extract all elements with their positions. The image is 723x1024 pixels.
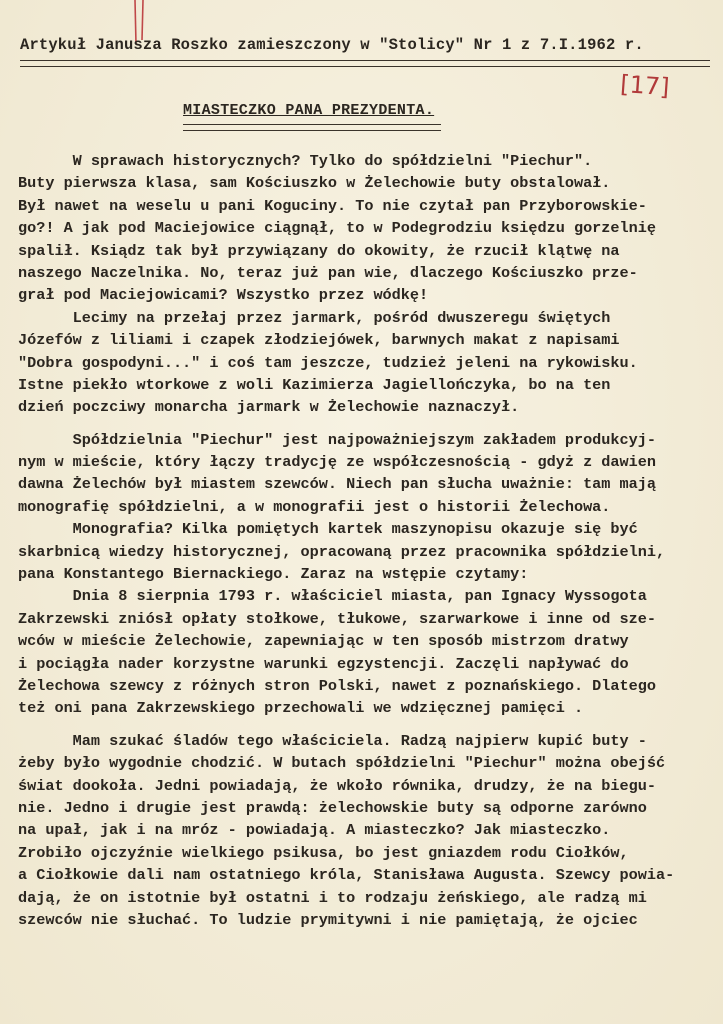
text-line: spalił. Ksiądz tak był przywiązany do okowity, że rzucił klątwę na [18, 241, 620, 260]
title-double-rule [183, 124, 441, 131]
text-line: nym w mieście, który łączy tradycję ze współczesnością - gdyż z dawien [18, 453, 656, 472]
text-line: wców w mieście Żelechowie, zapewniając w ten sposób mistrzom dratwy [18, 632, 629, 651]
text-line: monografię spółdzielni, a w monografii jest o historii Żelechowa. [18, 497, 611, 516]
article-title: MIASTECZKO PANA PREZYDENTA. [183, 102, 435, 119]
paragraph-gap [18, 419, 710, 429]
text-line: Mam szukać śladów tego właściciela. Radzą najpierw kupić buty - [18, 731, 647, 750]
text-line: dawna Żelechów był miastem szewców. Niech pan słucha uważnie: tam mają [18, 475, 656, 494]
text-line: Zrobiło ojczyźnie wielkiego psikusa, bo jest gniazdem rodu Ciołków, [18, 843, 629, 862]
text-line: go?! A jak pod Maciejowice ciągnął, to w Podegrodziu księdzu gorzelnię [18, 219, 656, 238]
text-line: "Dobra gospodyni..." i coś tam jeszcze, tudzież jeleni na rykowisku. [18, 353, 638, 372]
text-line: też oni pana Zakrzewskiego przechowali we wdzięcznej pamięci . [18, 699, 584, 718]
text-line: dzień poczciwy monarcha jarmark w Żelechowie naznaczył. [18, 398, 520, 417]
text-line: Monografia? Kilka pomiętych kartek maszynopisu okazuje się być [18, 520, 638, 539]
text-line: Istne piekło wtorkowe z woli Kazimierza Jagiellończyka, bo na ten [18, 375, 611, 394]
text-line: Był nawet na weselu u pani Koguciny. To nie czytał pan Przyborowskie- [18, 196, 647, 215]
text-line: nie. Jedno i drugie jest prawdą: żelechowskie buty są odporne zarówno [18, 798, 647, 817]
text-line: Dnia 8 sierpnia 1793 r. właściciel miasta, pan Ignacy Wyssogota [18, 587, 647, 606]
text-line: naszego Naczelnika. No, teraz już pan wie, dlaczego Kościuszko prze- [18, 263, 638, 282]
text-line: szewców nie słuchać. To ludzie prymitywni i nie pamiętają, że ojciec [18, 910, 638, 929]
text-line: a Ciołkowie dali nam ostatniego króla, Stanisława Augusta. Szewcy powia- [18, 866, 675, 885]
archive-page-note: [17] [619, 69, 671, 102]
text-line: grał pod Maciejowicami? Wszystko przez wódkę! [18, 286, 429, 305]
text-line: i pociągła nader korzystne warunki egzystencji. Zaczęli napływać do [18, 654, 629, 673]
document-header: Artykuł Janusza Roszko zamieszczony w "Stolicy" Nr 1 z 7.I.1962 r. [20, 36, 644, 54]
text-line: dają, że on istotnie był ostatni i to rodzaju żeńskiego, ale radzą mi [18, 888, 647, 907]
article-body [18, 150, 710, 931]
text-line: W sprawach historycznych? Tylko do spółdzielni "Piechur". [18, 152, 593, 170]
text-line: pana Konstantego Biernackiego. Zaraz na wstępie czytamy: [18, 565, 529, 584]
text-line: Lecimy na przełaj przez jarmark, pośród dwuszeregu świętych [18, 308, 611, 327]
text-line: na upał, jak i na mróz - powiadają. A miasteczko? Jak miasteczko. [18, 821, 611, 840]
text-line: żeby było wygodnie chodzić. W butach spółdzielni "Piechur" można obejść [18, 754, 666, 773]
text-line: Żelechowa szewcy z różnych stron Polski, nawet z poznańskiego. Dlatego [18, 676, 656, 695]
text-line: Józefów z liliami i czapek złodziejówek, barwnych makat z napisami [18, 331, 620, 350]
text-line: świat dookoła. Jedni powiadają, że wkoło równika, drudzy, że na biegu- [18, 776, 656, 795]
text-line: skarbnicą wiedzy historycznej, opracowaną przez pracownika spółdzielni, [18, 542, 666, 561]
text-line: Zakrzewski zniósł opłaty stołkowe, tłukowe, szarwarkowe i inne od sze- [18, 609, 656, 628]
paragraph-gap [18, 720, 710, 730]
text-line: Spółdzielnia "Piechur" jest najpoważniejszym zakładem produkcyj- [18, 430, 656, 449]
text-line: Buty pierwsza klasa, sam Kościuszko w Żelechowie buty obstalował. [18, 174, 611, 193]
header-double-rule [20, 60, 710, 67]
